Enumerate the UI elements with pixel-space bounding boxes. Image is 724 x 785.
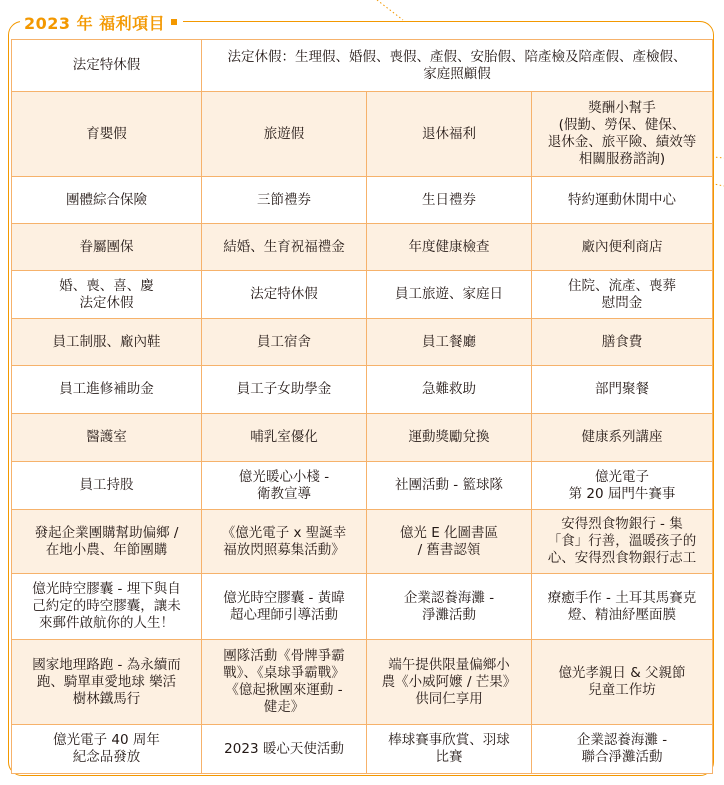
benefit-cell: 運動獎勵兌換 [367,414,532,462]
section-header [20,10,183,34]
benefit-cell: 急難救助 [367,366,532,414]
benefit-cell: 員工餐廳 [367,319,532,366]
benefit-cell: 團隊活動《骨牌爭霸 戰》、《桌球爭霸戰》 《億起揪團來運動 - 健走》 [202,640,367,725]
benefit-cell: 社團活動 - 籃球隊 [367,462,532,510]
benefit-cell: 三節禮券 [202,177,367,224]
table-row [12,271,713,319]
benefits-table [11,39,713,774]
benefit-cell: 《億光電子 x 聖誕幸 福放閃照募集活動》 [202,510,367,574]
benefit-cell: 生日禮券 [367,177,532,224]
benefit-cell: 法定特休假 [202,271,367,319]
benefit-cell: 發起企業團購幫助偏鄉 / 在地小農、年節團購 [12,510,202,574]
benefit-cell: 結婚、生育祝福禮金 [202,224,367,271]
benefit-cell: 退休福利 [367,92,532,177]
benefit-cell: 國家地理路跑 - 為永續而 跑、騎單車愛地球 樂活 樹林鐵馬行 [12,640,202,725]
benefit-cell: 億光電子 第 20 屆門牛賽事 [532,462,713,510]
section-title: 2023 年 福利項目 [24,13,166,33]
benefit-cell: 億光孝親日 & 父親節 兒童工作坊 [532,640,713,725]
benefit-cell: 員工持股 [12,462,202,510]
benefit-cell: 部門聚餐 [532,366,713,414]
table-row [12,574,713,640]
benefit-cell: 員工子女助學金 [202,366,367,414]
table-row [12,462,713,510]
benefit-cell: 2023 暖心天使活動 [202,725,367,774]
benefit-cell: 醫護室 [12,414,202,462]
benefit-cell: 安得烈食物銀行 - 集 「食」行善，溫暖孩子的 心、安得烈食物銀行志工 [532,510,713,574]
benefit-cell: 億光時空膠囊 - 黃暐 超心理師引導活動 [202,574,367,640]
benefit-cell: 療癒手作 - 土耳其馬賽克 燈、精油紓壓面膜 [532,574,713,640]
benefit-cell: 特約運動休閒中心 [532,177,713,224]
table-row [12,224,713,271]
table-row [12,319,713,366]
benefit-cell: 住院、流產、喪葬 慰問金 [532,271,713,319]
benefit-cell: 廠內便利商店 [532,224,713,271]
benefit-cell: 育嬰假 [12,92,202,177]
table-row [12,177,713,224]
benefit-cell: 員工制服、廠內鞋 [12,319,202,366]
table-row [12,640,713,725]
title-square-icon [171,19,177,25]
benefit-cell: 端午提供限量偏鄉小 農《小威阿嬤 / 芒果》 供同仁享用 [367,640,532,725]
table-row [12,414,713,462]
benefit-cell: 健康系列講座 [532,414,713,462]
benefit-cell: 企業認養海灘 - 聯合淨灘活動 [532,725,713,774]
benefit-cell: 團體綜合保險 [12,177,202,224]
benefit-cell: 員工進修補助金 [12,366,202,414]
table-row [12,92,713,177]
benefit-cell: 膳食費 [532,319,713,366]
table-row [12,725,713,774]
table-row [12,366,713,414]
benefit-cell: 婚、喪、喜、慶 法定休假 [12,271,202,319]
benefit-cell: 棒球賽事欣賞、羽球 比賽 [367,725,532,774]
benefit-cell: 億光時空膠囊 - 埋下與自 己約定的時空膠囊，讓未 來郵件啟航你的人生！ [12,574,202,640]
benefit-cell: 哺乳室優化 [202,414,367,462]
benefit-cell: 法定休假：生理假、婚假、喪假、產假、安胎假、陪產檢及陪產假、產檢假、 家庭照顧假 [202,40,713,92]
benefit-cell: 眷屬團保 [12,224,202,271]
benefit-cell: 獎酬小幫手 (假勤、勞保、健保、 退休金、旅平險、績效等 相關服務諮詢) [532,92,713,177]
benefit-cell: 法定特休假 [12,40,202,92]
table-row [12,40,713,92]
benefit-cell: 年度健康檢查 [367,224,532,271]
decorative-dotted-line-top [375,0,405,22]
benefit-cell: 億光電子 40 周年 紀念品發放 [12,725,202,774]
benefit-cell: 企業認養海灘 - 淨灘活動 [367,574,532,640]
table-row [12,510,713,574]
benefit-cell: 員工宿舍 [202,319,367,366]
benefit-cell: 員工旅遊、家庭日 [367,271,532,319]
benefit-cell: 億光暖心小棧 - 衛教宣導 [202,462,367,510]
benefit-cell: 旅遊假 [202,92,367,177]
benefit-cell: 億光 E 化圖書區 / 舊書認領 [367,510,532,574]
